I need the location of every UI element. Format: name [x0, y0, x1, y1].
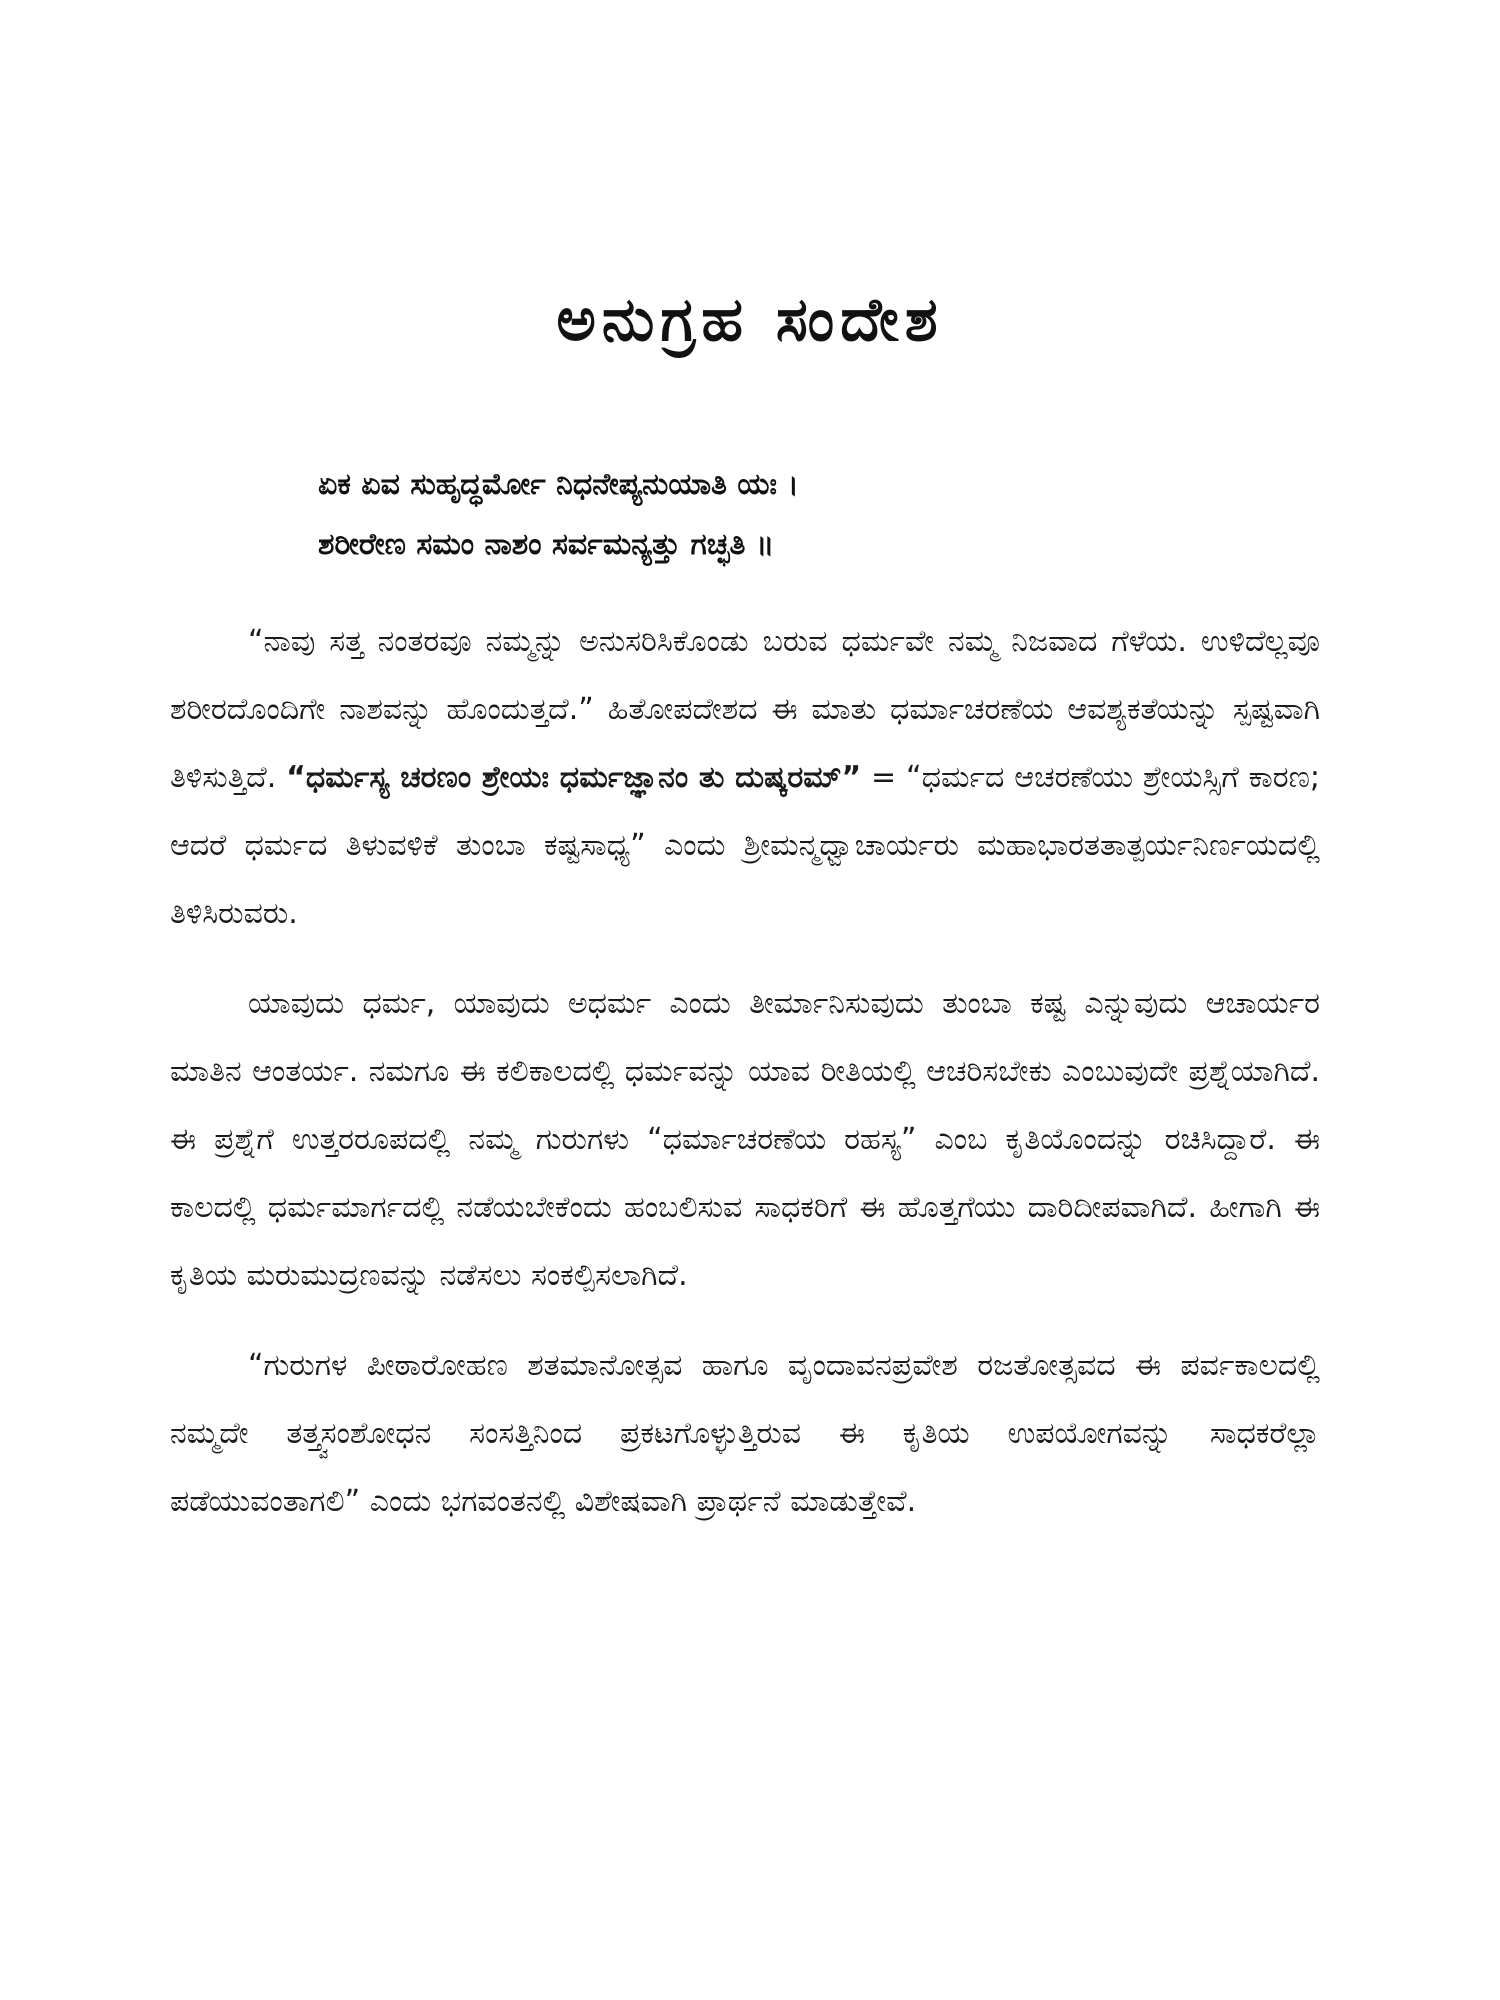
- body-text: [170, 608, 1320, 1558]
- verse-line-2: ಶರೀರೇಣ ಸಮಂ ನಾಶಂ ಸರ್ವಮನ್ಯತ್ತು ಗಚ್ಛತಿ ॥: [318, 527, 775, 562]
- verse-line-1: ಏಕ ಏವ ಸುಹೃದ್ಧರ್ಮೋ ನಿಧನೇಪ್ಯನುಯಾತಿ ಯಃ ।: [318, 467, 799, 502]
- page-title: ಅನುಗ್ರಹ ಸಂದೇಶ: [556, 285, 944, 355]
- paragraph-1-text-a: “ನಾವು ಸತ್ತ ನಂತರವೂ ನಮ್ಮನ್ನು ಅನುಸರಿಸಿಕೊಂಡು ಬರುವ ಧರ್ಮವೇ ನಮ್ಮ ನಿಜವಾದ ಗೆಳೆಯ. ಉಳಿದೆಲ್ಲವೂ ಶರೀರದೊಂದಿಗೇ ನಾಶವನ್ನು ಹೊಂದುತ್ತದೆ.” ಹಿತೋಪದೇಶದ ಈ ಮಾತು ಧರ್ಮಾಚರಣೆಯ ಆವಶ್ಯಕತೆಯನ್ನು ಸ್ಪಷ್ಟವಾಗಿ ತಿಳಿಸುತ್ತಿದೆ.: [170, 624, 1320, 795]
- paragraph-2: ಯಾವುದು ಧರ್ಮ, ಯಾವುದು ಅಧರ್ಮ ಎಂದು ತೀರ್ಮಾನಿಸುವುದು ತುಂಬಾ ಕಷ್ಟ ಎನ್ನುವುದು ಆಚಾರ್ಯರ ಮಾತಿನ ಆಂತರ್ಯ. ನಮಗೂ ಈ ಕಲಿಕಾಲದಲ್ಲಿ ಧರ್ಮವನ್ನು ಯಾವ ರೀತಿಯಲ್ಲಿ ಆಚರಿಸಬೇಕು ಎಂಬುವುದೇ ಪ್ರಶ್ನೆಯಾಗಿದೆ. ಈ ಪ್ರಶ್ನೆಗೆ ಉತ್ತರರೂಪದಲ್ಲಿ ನಮ್ಮ ಗುರುಗಳು “ಧರ್ಮಾಚರಣೆಯ ರಹಸ್ಯ” ಎಂಬ ಕೃತಿಯೊಂದನ್ನು ರಚಿಸಿದ್ದಾರೆ. ಈ ಕಾಲದಲ್ಲಿ ಧರ್ಮಮಾರ್ಗದಲ್ಲಿ ನಡೆಯಬೇಕೆಂದು ಹಂಬಲಿಸುವ ಸಾಧಕರಿಗೆ ಈ ಹೊತ್ತಗೆಯು ದಾರಿದೀಪವಾಗಿದೆ. ಹೀಗಾಗಿ ಈ ಕೃತಿಯ ಮರುಮುದ್ರಣವನ್ನು ನಡೆಸಲು ಸಂಕಲ್ಪಿಸಲಾಗಿದೆ.: [170, 986, 1320, 1293]
- paragraph-1-text-b: = “ಧರ್ಮದ ಆಚರಣೆಯು ಶ್ರೇಯಸ್ಸಿಗೆ ಕಾರಣ; ಆದರೆ ಧರ್ಮದ ತಿಳುವಳಿಕೆ ತುಂಬಾ ಕಷ್ಟಸಾಧ್ಯ” ಎಂದು ಶ್ರೀಮನ್ಮಧ್ವಾಚಾರ್ಯರು ಮಹಾಭಾರತತಾತ್ಪರ್ಯನಿರ್ಣಯದಲ್ಲಿ ತಿಳಿಸಿರುವರು.: [170, 760, 1321, 931]
- paragraph-1: [170, 608, 1320, 948]
- paragraph-3: “ಗುರುಗಳ ಪೀಠಾರೋಹಣ ಶತಮಾನೋತ್ಸವ ಹಾಗೂ ವೃಂದಾವನಪ್ರವೇಶ ರಜತೋತ್ಸವದ ಈ ಪರ್ವಕಾಲದಲ್ಲಿ ನಮ್ಮದೇ ತತ್ತ್ವಸಂಶೋಧನ ಸಂಸತ್ತಿನಿಂದ ಪ್ರಕಟಗೊಳ್ಳುತ್ತಿರುವ ಈ ಕೃತಿಯ ಉಪಯೋಗವನ್ನು ಸಾಧಕರೆಲ್ಲಾ ಪಡೆಯುವಂತಾಗಲಿ” ಎಂದು ಭಗವಂತನಲ್ಲಿ ವಿಶೇಷವಾಗಿ ಪ್ರಾರ್ಥನೆ ಮಾಡುತ್ತೇವೆ.: [170, 1348, 1320, 1519]
- sanskrit-verse: [318, 455, 1318, 575]
- paragraph-1-bold-quote: “ಧರ್ಮಸ್ಯ ಚರಣಂ ಶ್ರೇಯಃ ಧರ್ಮಜ್ಞಾನಂ ತು ದುಷ್ಕರಮ್”: [286, 760, 862, 795]
